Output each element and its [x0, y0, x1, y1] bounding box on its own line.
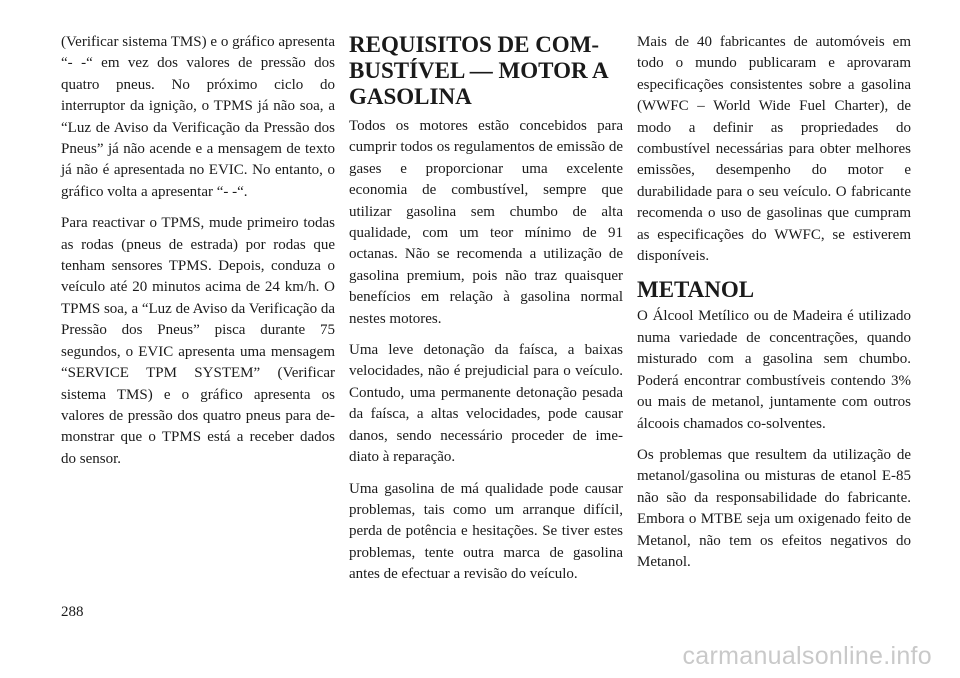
section-heading-fuel-requirements: REQUISITOS DE COMBUSTÍVEL — MOTOR A GASOLINA	[349, 32, 608, 109]
paragraph-methyl-alcohol: O Álcool Metílico ou de Madeira é utilizado numa variedade de concentrações, quando misturado com a gasolina sem chumbo. Poderá encontrar combustíveis contendo 3% ou mais de metanol, juntamente com outros álcoois chamados co-solventes.	[637, 308, 911, 432]
paragraph-wwfc: Mais de 40 fabricantes de automóveis em todo o mundo publicaram e aprovaram especificações consistentes sobre a gasolina (WWFC – World Wide Fuel Charter), de modo a definir as propriedades do combustível necessárias para obter melhores emissões, desempenho do motor e durabilidade para o seu veículo. O fabricante recomenda o uso de gasolinas que cumpram as especificações do WWFC, se estiverem disponíveis.	[637, 34, 911, 265]
section-heading-methanol: METANOL	[637, 277, 755, 303]
paragraph-engines-designed: Todos os motores estão concebidos para cumprir todos os regulamentos de emissão de gases e proporcionar uma excelente economia de combustível, sempre que utilizar gasolina sem chumbo de alta qualidade, com um teor mínimo de 91 octanas. Não se recomenda a utilização de gasolina premium, pois não traz quaisquer benefícios em relação à gasolina normal nestes motores.	[349, 118, 623, 327]
paragraph-poor-quality-gasoline: Uma gasolina de má qualidade pode causar problemas, tais como um arranque difícil, perda de potência e hesitações. Se tiver estes problemas, tente outra marca de gasolina antes de efectuar a revisão do veículo.	[349, 480, 623, 583]
page-number: 288	[61, 604, 84, 620]
paragraph-methanol-problems: Os problemas que resultem da utilização de metanol/gasolina ou misturas de etanol E-85 não são da responsabilidade do fabricante. Embora o MTBE seja um oxigenado feito de Metanol, não tem os efeitos negativos do Metanol.	[637, 446, 911, 570]
paragraph-tpms-continued: (Verificar sistema TMS) e o gráfico apresenta “- -“ em vez dos valores de pressão dos quatro pneus. No próximo ciclo do interruptor da ignição, o TPMS já não soa, a “Luz de Aviso da Verificação da Pressão dos Pneus” já não acende e a mensagem de texto já não é apresentada no EVIC. No entanto, o gráfico volta a apresentar “- -“.	[61, 34, 335, 200]
column-middle	[349, 32, 623, 596]
column-left	[61, 32, 335, 480]
paragraph-spark-knock: Uma leve detonação da faísca, a baixas velocidades, não é prejudicial para o veículo. Contudo, uma permanente detonação pesada da faísca, a altas velocidades, pode causar danos, sendo necessário proceder de imediato à reparação.	[349, 342, 623, 466]
paragraph-tpms-reactivate: Para reactivar o TPMS, mude primeiro todas as rodas (pneus de estrada) por rodas que tenham sensores TPMS. Depois, conduza o veículo até 20 minutos acima de 24 km/h. O TPMS soa, a “Luz de Aviso da Verificação da Pressão dos Pneus” pisca durante 75 segundos, o EVIC apresenta uma mensagem “SERVICE TPM SYSTEM” (Verificar sistema TMS) e o gráfico apresenta os valores de pressão dos quatro pneus para demonstrar que o TPMS está a receber dados do sensor.	[61, 215, 335, 467]
column-right	[637, 32, 911, 583]
watermark: carmanualsonline.info	[682, 642, 932, 670]
